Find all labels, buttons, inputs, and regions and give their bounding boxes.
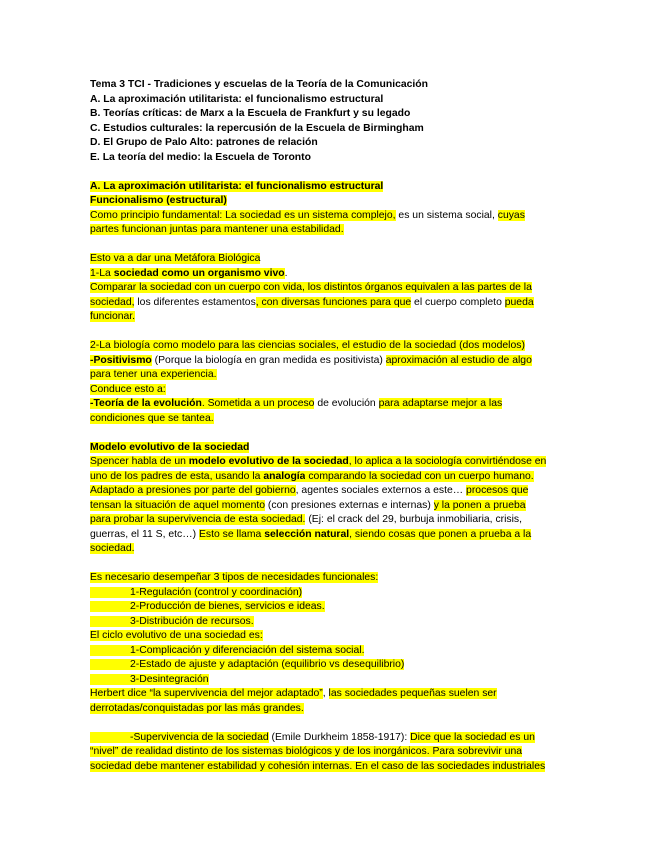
highlight: para adaptarse mejor a las: [378, 398, 503, 409]
list-item: [90, 600, 560, 615]
outline-item-e: E. La teoría del medio: la Escuela de Toronto: [90, 151, 311, 163]
section-a-heading: [90, 180, 560, 195]
paragraph-line: [90, 702, 560, 717]
highlight: Funcionalismo (estructural): [90, 195, 227, 206]
list-item: [90, 644, 560, 659]
highlight: Esto se llama: [198, 528, 265, 540]
highlight: sociedad.: [90, 543, 135, 554]
highlight-bold: selección natural: [264, 528, 350, 540]
paragraph-line: [90, 368, 560, 383]
highlight: , siendo cosas que ponen a prueba a la: [349, 528, 532, 540]
text-run: es un sistema social,: [395, 209, 498, 221]
highlight: . Sometida a un proceso: [201, 398, 315, 409]
text-run: (con presiones externas e internas): [265, 499, 434, 511]
highlight: y la ponen a prueba: [433, 499, 526, 511]
metaphor-line: [90, 252, 560, 267]
positivismo-line: [90, 354, 560, 369]
highlight: 1-Complicación y diferenciación del sistema social.: [90, 645, 364, 656]
highlight: 1-Regulación (control y coordinación): [90, 587, 302, 598]
paragraph-line: [90, 281, 560, 296]
spacer: [90, 165, 560, 180]
highlight: uno de los padres de esta, usando la: [90, 470, 264, 482]
highlight: 3-Distribución de recursos.: [90, 616, 254, 627]
text-run: de evolución: [314, 398, 379, 409]
text-run: .: [284, 267, 288, 279]
highlight-bold: -Positivismo: [90, 354, 152, 366]
highlight: Modelo evolutivo de la sociedad: [90, 441, 250, 453]
highlight: 3-Desintegración: [90, 674, 209, 685]
text-run: (Ej: el crack del 29, burbuja inmobiliaria, crisis,: [305, 514, 523, 525]
outline-item-a: A. La aproximación utilitarista: el funcionalismo estructural: [90, 93, 384, 105]
highlight-bold: -Teoría de la evolución: [90, 398, 202, 409]
supervivencia-line: [90, 731, 560, 746]
highlight: 1-La: [90, 267, 114, 279]
list-item: [90, 658, 560, 673]
outline-item-c: C. Estudios culturales: la repercusión de la Escuela de Birmingham: [90, 122, 424, 134]
list-item: [90, 586, 560, 601]
text-run: ,: [322, 688, 329, 699]
paragraph-line: [90, 296, 560, 311]
paragraph-line: [90, 499, 560, 514]
highlight: , lo aplica a la sociología convirtiéndose en: [348, 456, 547, 467]
conduce-line: [90, 383, 560, 398]
paragraph-line: [90, 223, 560, 238]
highlight: El ciclo evolutivo de una sociedad es:: [90, 630, 263, 641]
highlight: pueda: [504, 296, 534, 308]
highlight: 2-Producción de bienes, servicios e ideas.: [90, 601, 325, 612]
paragraph-line: [90, 745, 560, 760]
highlight-bold: analogía: [263, 470, 306, 482]
spacer: [90, 238, 560, 253]
highlight: sociedad,: [90, 296, 135, 308]
highlight: condiciones que se tantea.: [90, 412, 214, 424]
paragraph-line: [90, 542, 560, 557]
paragraph-line: [90, 484, 560, 499]
highlight: A. La aproximación utilitarista: el funcionalismo estructural: [90, 180, 384, 192]
paragraph-line: [90, 528, 560, 543]
spacer: [90, 716, 560, 731]
highlight: Como principio fundamental: La sociedad es un sistema complejo,: [90, 209, 396, 221]
highlight: procesos que: [466, 485, 529, 496]
teoria-evolucion-line: [90, 397, 560, 412]
outline-item-b: B. Teorías críticas: de Marx a la Escuela de Frankfurt y su legado: [90, 108, 411, 119]
highlight: funcionar.: [90, 311, 136, 322]
highlight: las sociedades pequeñas suelen ser: [328, 688, 497, 699]
paragraph-line: [90, 470, 560, 485]
document-title: Tema 3 TCI - Tradiciones y escuelas de la Teoría de la Comunicación: [90, 79, 429, 90]
highlight: Spencer habla de un: [90, 456, 189, 467]
highlight: “nivel” de realidad distinto de los sistemas biológicos y de los inorgánicos. Para sobrevivir una: [90, 746, 523, 757]
highlight: Esto va a dar una Metáfora Biológica: [90, 253, 261, 264]
highlight: Adaptado a presiones por parte del gobierno: [90, 485, 296, 496]
highlight: para tener una experiencia.: [90, 369, 217, 380]
highlight: “la supervivencia del mejor adaptado”: [149, 688, 323, 699]
text-run: , agentes sociales externos a este…: [295, 485, 467, 496]
modelo-evolutivo-heading: [90, 441, 560, 456]
highlight: , con diversas funciones para que: [255, 296, 412, 308]
paragraph-line: [90, 412, 560, 427]
highlight: partes funcionan juntas para mantener una estabilidad.: [90, 224, 344, 235]
highlight: comparando la sociedad con un cuerpo humano.: [305, 470, 534, 482]
highlight: para probar la supervivencia de esta sociedad.: [90, 514, 306, 525]
highlight: Es necesario desempeñar 3 tipos de necesidades funcionales:: [90, 572, 379, 583]
text-run: guerras, el 11 S, etc…): [90, 528, 199, 540]
highlight: sociedad debe mantener estabilidad y cohesión internas. En el caso de las sociedades industriales: [90, 760, 546, 772]
highlight: Herbert dice: [90, 688, 150, 699]
item-organismo: [90, 267, 560, 282]
paragraph-line: [90, 760, 560, 775]
text-run: los diferentes estamentos: [134, 296, 256, 308]
outline-item-d: D. El Grupo de Palo Alto: patrones de relación: [90, 137, 318, 148]
highlight: aproximación al estudio de algo: [385, 354, 532, 366]
highlight-bold: sociedad como un organismo vivo: [113, 267, 285, 279]
paragraph-line: [90, 209, 560, 224]
highlight: -Supervivencia de la sociedad: [90, 732, 269, 743]
item-biologia: [90, 339, 560, 354]
highlight-bold: modelo evolutivo de la sociedad: [188, 456, 349, 467]
spacer: [90, 325, 560, 340]
paragraph-line: [90, 513, 560, 528]
highlight: Conduce esto a:: [90, 383, 166, 395]
text-run: (Emile Durkheim 1858-1917):: [268, 731, 411, 743]
text-run: (Porque la biología en gran medida es positivista): [151, 354, 386, 366]
text-run: el cuerpo completo: [411, 296, 505, 308]
herbert-line: [90, 687, 560, 702]
list-item: [90, 673, 560, 688]
funcionalismo-heading: [90, 194, 560, 209]
highlight: Dice que la sociedad es un: [410, 731, 535, 743]
document-page: [90, 78, 560, 774]
list-item: [90, 615, 560, 630]
ciclo-intro: [90, 629, 560, 644]
highlight: 2-Estado de ajuste y adaptación (equilibrio vs desequilibrio): [90, 659, 404, 670]
paragraph-line: [90, 310, 560, 325]
spacer: [90, 426, 560, 441]
highlight: derrotadas/conquistadas por las más grandes.: [90, 702, 304, 714]
highlight: tensan la situación de aquel momento: [90, 499, 266, 511]
spacer: [90, 557, 560, 572]
highlight: Comparar la sociedad con un cuerpo con vida, los distintos órganos equivalen a las partes de la: [90, 282, 532, 293]
highlight: 2-La biología como modelo para las ciencias sociales, el estudio de la sociedad (dos modelos): [90, 340, 525, 351]
highlight: cuyas: [497, 209, 525, 221]
necesidades-intro: [90, 571, 560, 586]
paragraph-line: [90, 455, 560, 470]
